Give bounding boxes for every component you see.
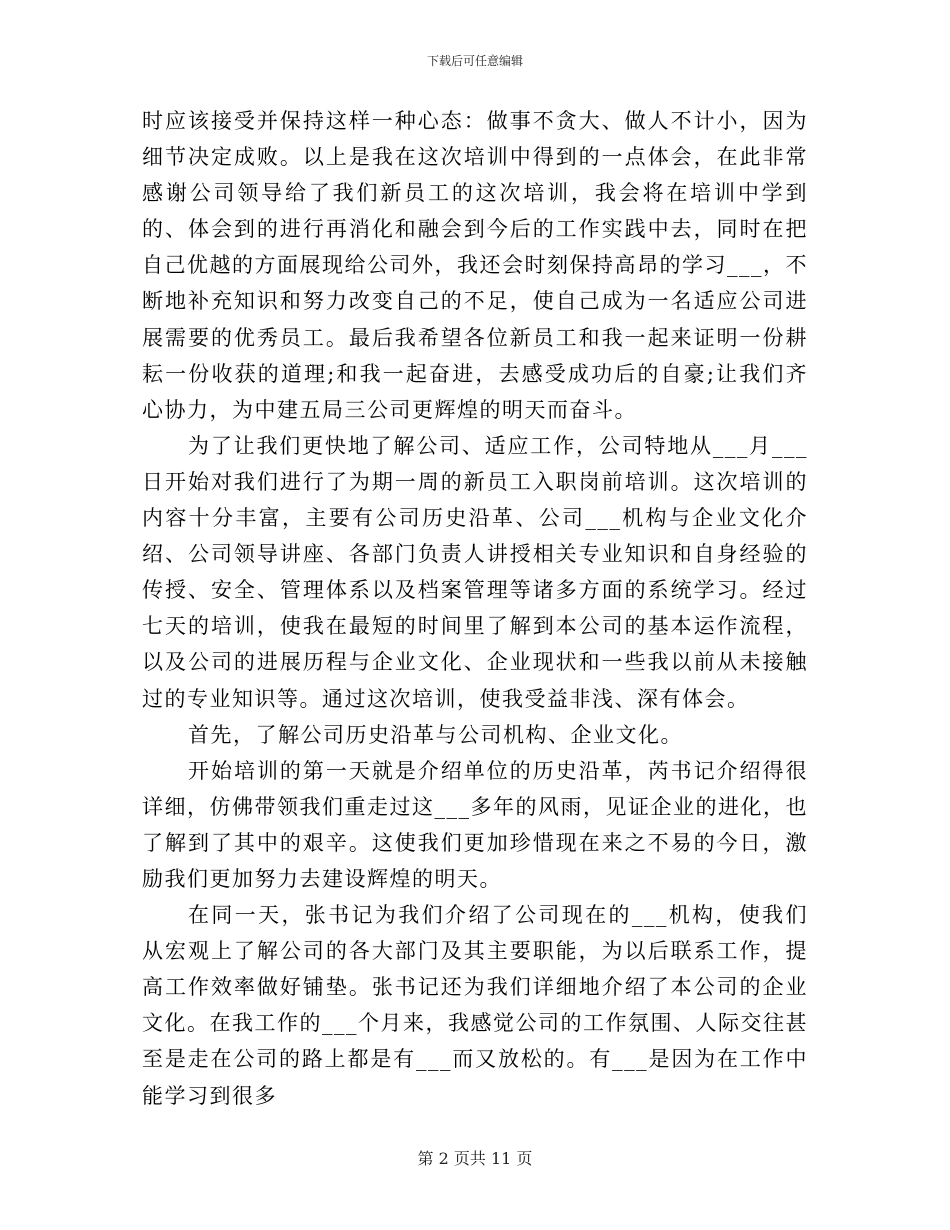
paragraph-organization: 在同一天，张书记为我们介绍了公司现在的___机构，使我们从宏观上了解公司的各大部门及其主要职能，为以后联系工作，提高工作效率做好铺垫。张书记还为我们详细地介绍了本公司的企业文化。在我工作的___个月来，我感觉公司的工作氛围、人际交往甚至是走在公司的路上都是有___而又放松的。有___是因为在工作中能学习到很多 [142,903,808,1108]
paragraph-training-intro: 为了让我们更快地了解公司、适应工作，公司特地从___月___日开始对我们进行了为期一周的新员工入职岗前培训。这次培训的内容十分丰富，主要有公司历史沿革、公司___机构与企业文化介绍、公司领导讲座、各部门负责人讲授相关专业知识和自身经验的传授、安全、管理体系以及档案管理等诸多方面的系统学习。经过七天的培训，使我在最短的时间里了解到本公司的基本运作流程，以及公司的进展历程与企业文化、企业现状和一些我以前从未接触过的专业知识等。通过这次培训，使我受益非浅、深有体会。 [142,433,808,711]
page-header: 下载后可任意编辑 [426,54,523,68]
page-footer: 第 2 页共 11 页 [417,1149,533,1168]
paragraph-section-heading: 首先，了解公司历史沿革与公司机构、企业文化。 [188,722,683,747]
paragraph-continuation: 时应该接受并保持这样一种心态：做事不贪大、做人不计小，因为细节决定成败。以上是我在这次培训中得到的一点体会，在此非常感谢公司领导给了我们新员工的这次培训，我会将在培训中学到的、体会到的进行再消化和融会到今后的工作实践中去，同时在把自己优越的方面展现给公司外，我还会时刻保持高昂的学习___，不断地补充知识和努力改变自己的不足，使自己成为一名适应公司进展需要的优秀员工。最后我希望各位新员工和我一起来证明一份耕耘一份收获的道理;和我一起奋进，去感受成功后的自豪;让我们齐心协力，为中建五局三公司更辉煌的明天而奋斗。 [142,109,808,422]
paragraph-history: 开始培训的第一天就是介绍单位的历史沿革，芮书记介绍得很详细，仿佛带领我们重走过这___多年的风雨，见证企业的进化，也了解到了其中的艰辛。这使我们更加珍惜现在来之不易的今日，激励我们更加努力去建设辉煌的明天。 [142,758,808,891]
document-body [142,103,808,1114]
